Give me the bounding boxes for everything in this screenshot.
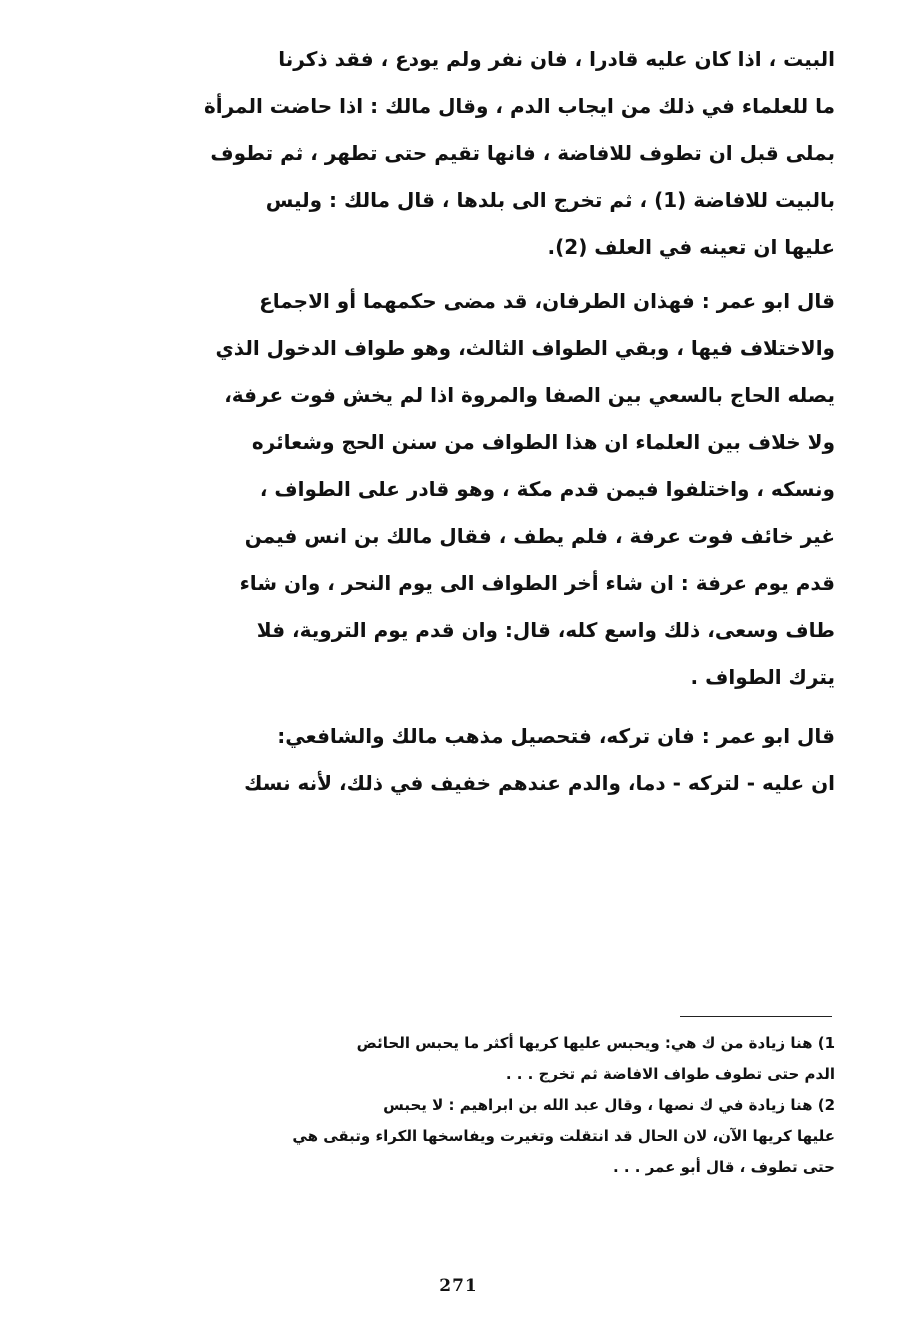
- paragraph-1: [155, 36, 835, 271]
- text-line: بالبيت للافاضة (1) ، ثم تخرج الى بلدها ، قال مالك : وليس: [265, 188, 835, 212]
- footnote-line: 1) هنا زيادة من ك هي: ويحبس عليها كريها أكثر ما يحبس الحائض: [356, 1034, 835, 1052]
- text-line: ان عليه - لتركه - دما، والدم عندهم خفيف في ذلك، لأنه نسك: [244, 771, 835, 795]
- footnote-line: الدم حتى تطوف طواف الافاضة ثم تخرج . . .: [505, 1065, 835, 1083]
- text-line: بملى قبل ان تطوف للافاضة ، فانها تقيم حتى تطهر ، ثم تطوف: [210, 141, 835, 165]
- text-line: قدم يوم عرفة : ان شاء أخر الطواف الى يوم النحر ، وان شاء: [239, 571, 835, 595]
- footnote-line: حتى تطوف ، قال أبو عمر . . .: [612, 1158, 835, 1176]
- text-line: قال ابو عمر : فان تركه، فتحصيل مذهب مالك والشافعي:: [277, 724, 835, 748]
- footnote-1: [155, 1028, 835, 1090]
- footnote-separator: [680, 1016, 832, 1017]
- page-number: 271: [439, 1276, 478, 1296]
- paragraph-3: [155, 713, 835, 807]
- footnotes: [155, 1028, 835, 1183]
- text-line: يصله الحاج بالسعي بين الصفا والمروة اذا لم يخش فوت عرفة،: [224, 383, 835, 407]
- text-line: عليها ان تعينه في العلف (2).: [547, 235, 835, 259]
- text-line: البيت ، اذا كان عليه قادرا ، فان نفر ولم يودع ، فقد ذكرنا: [278, 47, 835, 71]
- text-line: ما للعلماء في ذلك من ايجاب الدم ، وقال مالك : اذا حاضت المرأة: [203, 94, 835, 118]
- paragraph-2: [155, 278, 835, 701]
- text-line: والاختلاف فيها ، وبقي الطواف الثالث، وهو طواف الدخول الذي: [215, 336, 835, 360]
- text-line: قال ابو عمر : فهذان الطرفان، قد مضى حكمهما أو الاجماع: [259, 289, 835, 313]
- text-line: ولا خلاف بين العلماء ان هذا الطواف من سنن الحج وشعائره: [251, 430, 835, 454]
- text-line: طاف وسعى، ذلك واسع كله، قال: وان قدم يوم التروية، فلا: [256, 618, 835, 642]
- footnote-2: [155, 1090, 835, 1183]
- footnote-line: عليها كريها الآن، لان الحال قد انتقلت وتغيرت ويفاسخها الكراء وتبقى هي: [292, 1127, 835, 1145]
- footnote-line: 2) هنا زيادة في ك نصها ، وقال عبد الله بن ابراهيم : لا يحبس: [383, 1096, 835, 1114]
- text-line: ونسكه ، واختلفوا فيمن قدم مكة ، وهو قادر على الطواف ،: [259, 477, 835, 501]
- text-line: يترك الطواف .: [690, 665, 835, 689]
- text-line: غير خائف فوت عرفة ، فلم يطف ، فقال مالك بن انس فيمن: [244, 524, 835, 548]
